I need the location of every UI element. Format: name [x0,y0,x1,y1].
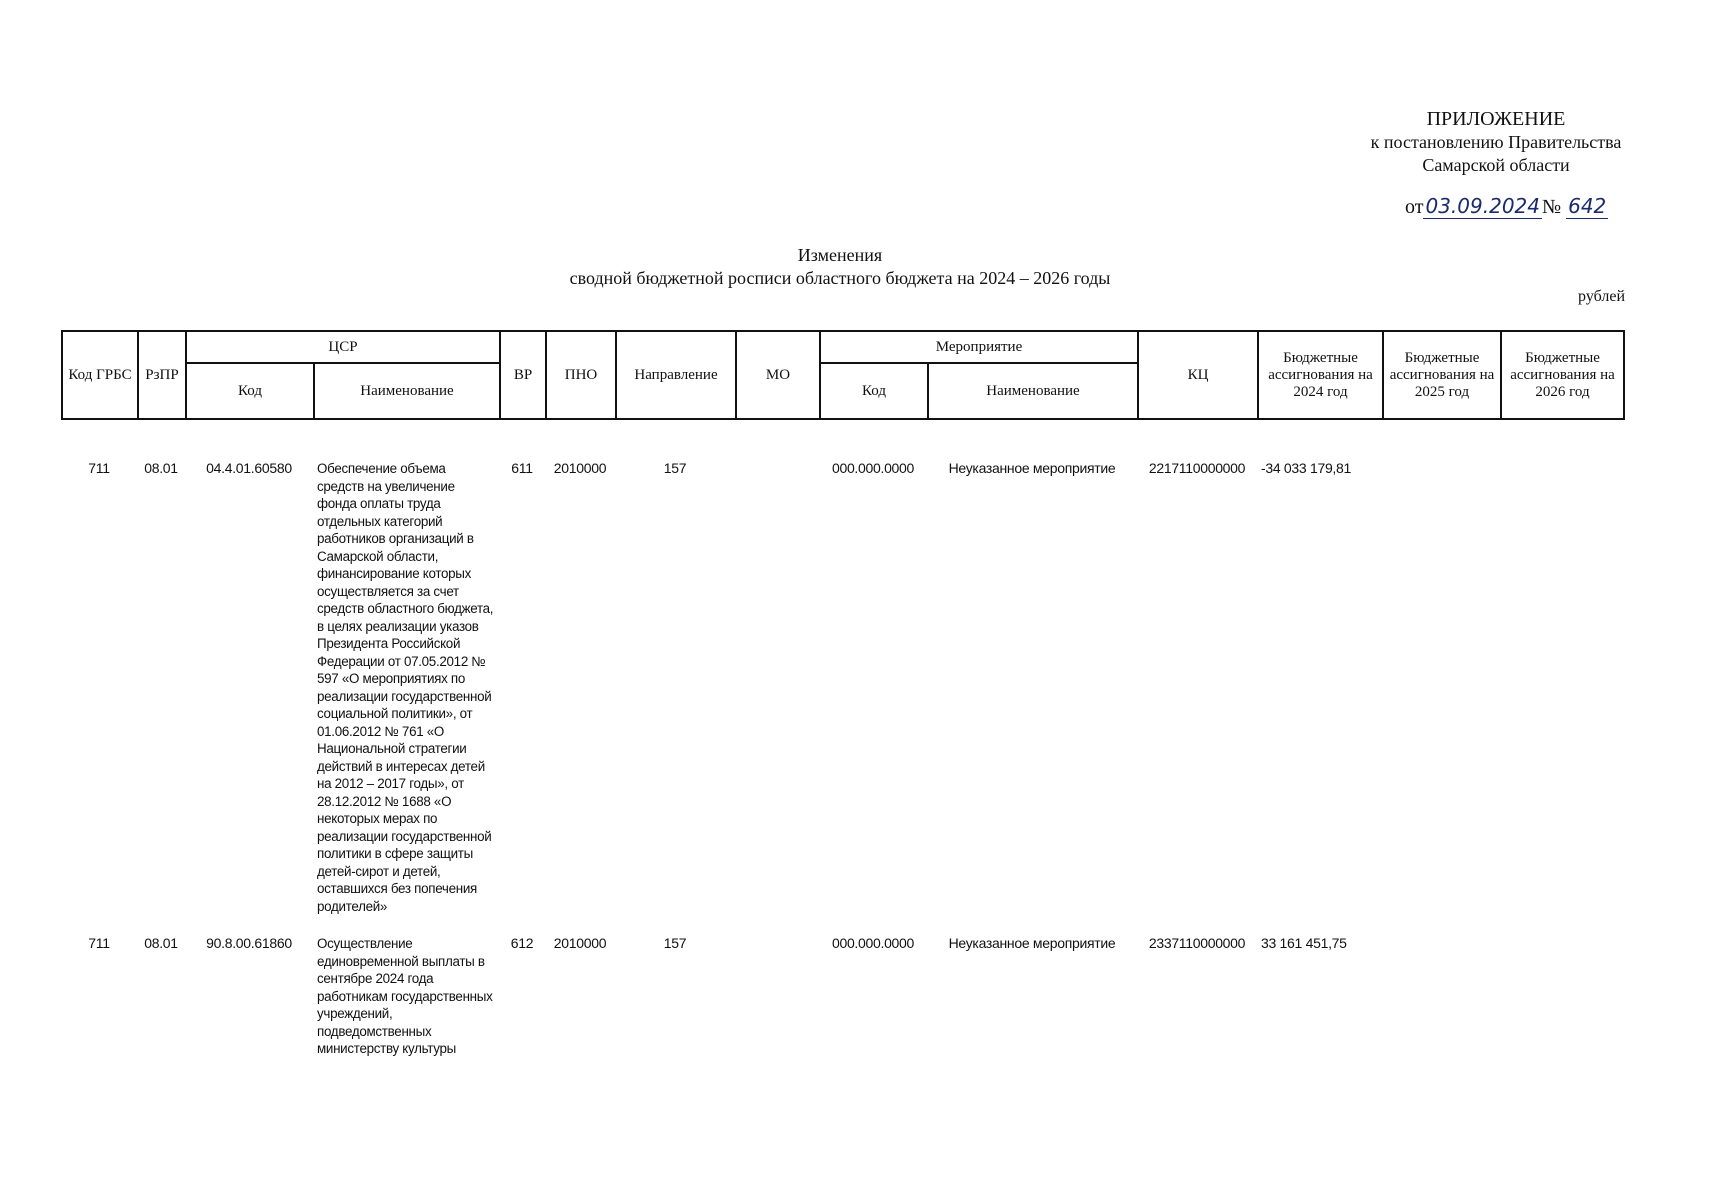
cell-mo [735,935,819,1078]
appendix-title: ПРИЛОЖЕНИЕ [1426,108,1566,130]
cell-pno: 2010000 [553,460,607,476]
header-csr-name: Наименование [314,363,500,419]
data-table [61,460,1623,1078]
header-event-name: Наименование [928,363,1138,419]
table-header [61,330,1625,420]
cell-kc: 2217110000000 [1148,460,1246,476]
cell-budget-2026 [1500,935,1623,1078]
currency-unit: рублей [1578,288,1625,305]
cell-event-code: 000.000.0000 [831,935,915,951]
cell-csr-code: 90.8.00.61860 [206,935,292,951]
table-row [61,935,1623,1078]
cell-event-name: Неуказанное мероприятие [948,460,1116,476]
cell-rzpr: 08.01 [144,935,178,951]
header-event-code: Код [820,363,928,419]
cell-budget-2025 [1382,460,1500,935]
cell-csr-code: 04.4.01.60580 [206,460,292,476]
decree-line [1405,194,1608,219]
cell-pno: 2010000 [553,935,607,951]
cell-budget-2024: 33 161 451,75 [1261,935,1347,951]
document-title: Изменения [797,245,883,265]
decree-number-sign: № [1542,196,1562,218]
cell-vr: 612 [510,935,534,951]
cell-csr-name: Осуществление единовременной выплаты в сентябре 2024 года работникам государственных учреждений, подведомственных министерству культуры [317,936,493,1056]
table-row [61,460,1623,935]
header-rzpr: РзПР [138,331,186,419]
cell-vr: 611 [511,460,533,476]
header-pno: ПНО [546,331,616,419]
header-budget-2024: Бюджетные ассигнования на 2024 год [1258,331,1383,419]
header-csr: ЦСР [186,331,500,363]
cell-direction: 157 [663,460,687,476]
cell-grbs: 711 [88,935,110,951]
header-mo: МО [736,331,820,419]
document-subtitle: сводной бюджетной росписи областного бюджета на 2024 – 2026 годы [569,268,1111,288]
decree-number: 642 [1568,194,1607,218]
cell-direction: 157 [663,935,687,951]
cell-csr-name: Обеспечение объема средств на увеличение фонда оплаты труда отдельных категорий работников организаций в Самарской области, финансирование которых осуществляется за счет средств областного бюджета, в целях реализации указов Президента Российской Федерации от 07.05.2012 № 597 «О мероприятиях по реализации государственной социальной политики», от 01.06.2012 № 761 «О Национальной стратегии действий в интересах детей на 2012 – 2017 годы», от 28.12.2012 № 1688 «О некоторых мерах по реализации государственной политики в сфере защиты детей-сирот и детей, оставшихся без попечения родителей» [317,461,494,914]
header-grbs: Код ГРБС [62,331,138,419]
cell-budget-2024: -34 033 179,81 [1261,460,1351,476]
cell-event-code: 000.000.0000 [831,460,915,476]
cell-rzpr: 08.01 [144,460,178,476]
decree-date: 03.09.2024 [1425,194,1540,218]
cell-event-name: Неуказанное мероприятие [948,935,1116,951]
decree-from-label: от [1405,196,1424,218]
cell-budget-2026 [1500,460,1623,935]
header-csr-code: Код [186,363,314,419]
header-vr: ВР [500,331,546,419]
header-kc: КЦ [1138,331,1258,419]
cell-mo [735,460,819,935]
header-budget-2025: Бюджетные ассигнования на 2025 год [1383,331,1501,419]
cell-grbs: 711 [88,460,110,476]
appendix-line-1: к постановлению Правительства [1370,132,1622,152]
appendix-block [1346,108,1646,177]
appendix-line-2: Самарской области [1422,155,1570,175]
cell-budget-2025 [1382,935,1500,1078]
header-direction: Направление [616,331,736,419]
document-title-block [440,244,1240,290]
header-event: Мероприятие [820,331,1138,363]
header-budget-2026: Бюджетные ассигнования на 2026 год [1501,331,1624,419]
cell-kc: 2337110000000 [1148,935,1246,951]
